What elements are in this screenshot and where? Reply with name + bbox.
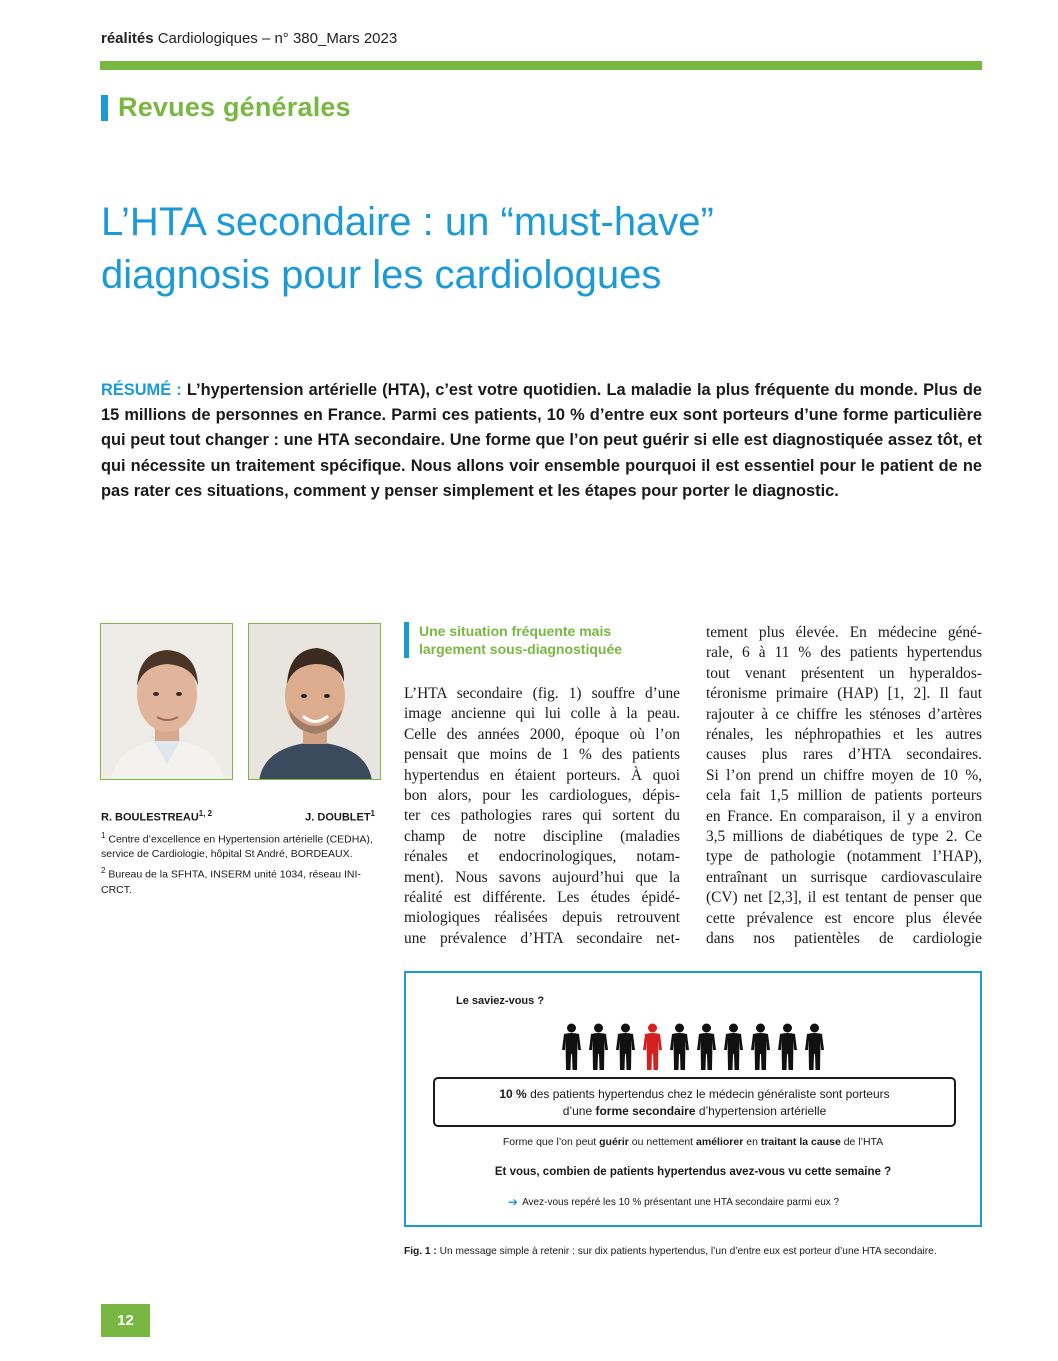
body-line: miologiques réalisées depuis retrouvent bbox=[404, 909, 680, 927]
author-1 bbox=[101, 806, 212, 826]
author-names bbox=[101, 806, 381, 826]
person-icon bbox=[561, 1023, 582, 1071]
key-message-line-2 bbox=[435, 1103, 954, 1120]
note-part: en bbox=[743, 1136, 761, 1148]
affiliation-1-sup: 1 bbox=[101, 830, 106, 840]
person-icon bbox=[615, 1023, 636, 1071]
body-line: Celle des années 2000, époque où l’on bbox=[404, 725, 680, 743]
body-column-1 bbox=[404, 684, 680, 949]
body-line: rénales et endocrinologiques, notam- bbox=[404, 848, 680, 866]
person-icon bbox=[696, 1023, 717, 1071]
key-message-line-1 bbox=[435, 1086, 954, 1103]
abstract-label: RÉSUMÉ : bbox=[101, 381, 182, 399]
caption-label: Fig. 1 : bbox=[404, 1246, 437, 1257]
page-number: 12 bbox=[101, 1304, 150, 1337]
figure-caption bbox=[404, 1244, 982, 1259]
note-part: ou nettement bbox=[628, 1136, 697, 1148]
person-icon-highlighted bbox=[642, 1023, 663, 1071]
note-bold: traitant la cause bbox=[760, 1136, 841, 1148]
body-line: Si l’on prend un chiffre moyen de 10 %, bbox=[706, 766, 982, 784]
body-column-2 bbox=[706, 623, 982, 950]
body-line: ter ces pathologies rares qui sortent du bbox=[404, 807, 680, 825]
note-bold: guérir bbox=[599, 1136, 629, 1148]
brand-name: réalités bbox=[101, 30, 154, 47]
key-line-1-text: des patients hypertendus chez le médecin généraliste sont porteurs bbox=[526, 1087, 890, 1101]
person-icon bbox=[723, 1023, 744, 1071]
author-photo-doublet bbox=[248, 623, 381, 780]
key-line-2-bold: forme secondaire bbox=[595, 1104, 696, 1118]
affiliation-2-sup: 2 bbox=[101, 865, 106, 875]
affiliation-1-text: Centre d’excellence en Hypertension artérielle (CEDHA), service de Cardiologie, hôpital St André, BORDEAUX. bbox=[101, 833, 373, 861]
person-icon bbox=[804, 1023, 825, 1071]
subheading-text bbox=[419, 622, 622, 658]
author-photo-boulestreau bbox=[100, 623, 233, 780]
person-icon bbox=[777, 1023, 798, 1071]
subheading-line: Une situation fréquente mais bbox=[419, 623, 612, 639]
author-1-name: R. BOULESTREAU bbox=[101, 811, 199, 824]
body-line: cela fait 1,5 million de patients porteurs bbox=[706, 787, 982, 805]
article-title bbox=[101, 196, 981, 302]
body-line: bon alors, pour les cardiologues, dépis- bbox=[404, 787, 680, 805]
note-part: Forme que l’on peut bbox=[502, 1136, 600, 1148]
body-line: type de pathologie (notamment l’HAP), bbox=[706, 848, 982, 866]
note-bold: améliorer bbox=[696, 1136, 744, 1148]
author-1-sup: 1, 2 bbox=[198, 809, 213, 818]
abstract bbox=[101, 378, 982, 504]
running-header bbox=[101, 30, 397, 47]
note-part: de l’HTA bbox=[840, 1136, 884, 1148]
article-subheading bbox=[404, 622, 684, 658]
affiliation-2-text: Bureau de la SFHTA, INSERM unité 1034, réseau INI-CRCT. bbox=[101, 868, 361, 896]
body-line: L’HTA secondaire (fig. 1) souffre d’une bbox=[404, 685, 680, 702]
figure-question-1: Le saviez-vous ? bbox=[456, 995, 545, 1007]
body-line: 3,5 millions de diabétiques de type 2. Ce bbox=[706, 828, 982, 846]
person-icon bbox=[750, 1023, 771, 1071]
portrait-image bbox=[249, 624, 381, 780]
body-line: rajouter à ce chiffre les sténoses d’artères bbox=[706, 705, 982, 723]
header-rule bbox=[100, 61, 982, 70]
caption-text: Un message simple à retenir : sur dix patients hypertendus, l’un d’entre eux est porteur d’une HTA secondaire. bbox=[436, 1246, 937, 1257]
body-line: téronisme primaire (HAP) [1, 2]. Il faut bbox=[706, 685, 982, 703]
author-block bbox=[101, 806, 381, 898]
body-line: réalité est différente. Les études épidé- bbox=[404, 889, 680, 907]
body-line: rale, 6 à 11 % des patients hypertendus bbox=[706, 644, 982, 662]
body-line: (CV) net [2,3], il est tentant de penser que bbox=[706, 889, 982, 907]
body-line: en France. En comparaison, il y a environ bbox=[706, 807, 982, 825]
affiliation-2 bbox=[101, 863, 381, 898]
body-line: causes plus rares d’HTA secondaires. bbox=[706, 746, 982, 764]
key-line-2-pre: d’une bbox=[562, 1104, 596, 1118]
abstract-text: L’hypertension artérielle (HTA), c’est votre quotidien. La maladie la plus fréquente du monde. Plus de 15 millions de personnes en France. Parmi ces patients, 10 % d’entre eux sont porteurs d’une forme particulière qui peut tout changer : une HTA secondaire. Une forme que l’on peut guérir si elle est diagnostiquée assez tôt, et qui nécessite un traitement spécifique. Nous allons voir ensemble pourquoi il est essentiel pour le patient de ne pas rater ces situations, comment y penser simplement et les étapes pour porter le diagnostic. bbox=[101, 381, 982, 500]
arrow-text: Avez-vous repéré les 10 % présentant une HTA secondaire parmi eux ? bbox=[522, 1196, 840, 1208]
journal-issue: Cardiologiques – n° 380_Mars 2023 bbox=[157, 30, 398, 47]
body-line: une prévalence d’HTA secondaire net- bbox=[404, 929, 680, 947]
subheading-line: largement sous-diagnostiquée bbox=[419, 641, 623, 657]
body-line: champ de notre discipline (maladies bbox=[404, 827, 680, 845]
figure-1-box bbox=[404, 971, 982, 1227]
body-line: tement plus élevée. En médecine géné- bbox=[706, 624, 982, 641]
section-tag bbox=[101, 92, 351, 123]
key-line-2-post: d’hypertension artérielle bbox=[695, 1104, 827, 1118]
body-line: cette prévalence est encore plus élevée bbox=[706, 909, 982, 927]
figure-note bbox=[406, 1136, 980, 1148]
body-line: image ancienne qui lui colle à la peau. bbox=[404, 705, 680, 723]
author-2 bbox=[305, 806, 375, 826]
section-label: Revues générales bbox=[118, 92, 351, 122]
affiliation-1 bbox=[101, 828, 381, 863]
body-line: tout venant présentent un hyperaldos- bbox=[706, 664, 982, 682]
body-line: hypertendus en étaient porteurs. À quoi bbox=[404, 766, 680, 784]
title-line: L’HTA secondaire : un “must-have” bbox=[101, 200, 714, 244]
figure-key-message bbox=[433, 1077, 956, 1127]
body-line: entraînant un surrisque cardiovasculaire bbox=[706, 868, 982, 886]
author-2-name: J. DOUBLET bbox=[305, 811, 371, 824]
key-percent: 10 % bbox=[499, 1087, 527, 1101]
section-bar bbox=[101, 95, 108, 121]
subheading-bar bbox=[404, 622, 409, 658]
people-row bbox=[561, 1023, 825, 1071]
portrait-image bbox=[101, 624, 233, 780]
person-icon bbox=[588, 1023, 609, 1071]
author-2-sup: 1 bbox=[370, 809, 375, 818]
arrow-right-icon: ➔ bbox=[508, 1195, 519, 1209]
title-line: diagnosis pour les cardiologues bbox=[101, 253, 662, 297]
person-icon bbox=[669, 1023, 690, 1071]
body-line: rénales, les néphropathies et les autres bbox=[706, 726, 982, 744]
body-line: dans nos patientèles de cardiologie bbox=[706, 930, 982, 948]
body-line: ment). Nous savons aujourd’hui que la bbox=[404, 868, 680, 886]
figure-question-2: Et vous, combien de patients hypertendus avez-vous vu cette semaine ? bbox=[494, 1166, 892, 1178]
figure-arrow-line bbox=[508, 1195, 839, 1209]
body-line: pensait que moins de 1 % des patients bbox=[404, 746, 680, 764]
